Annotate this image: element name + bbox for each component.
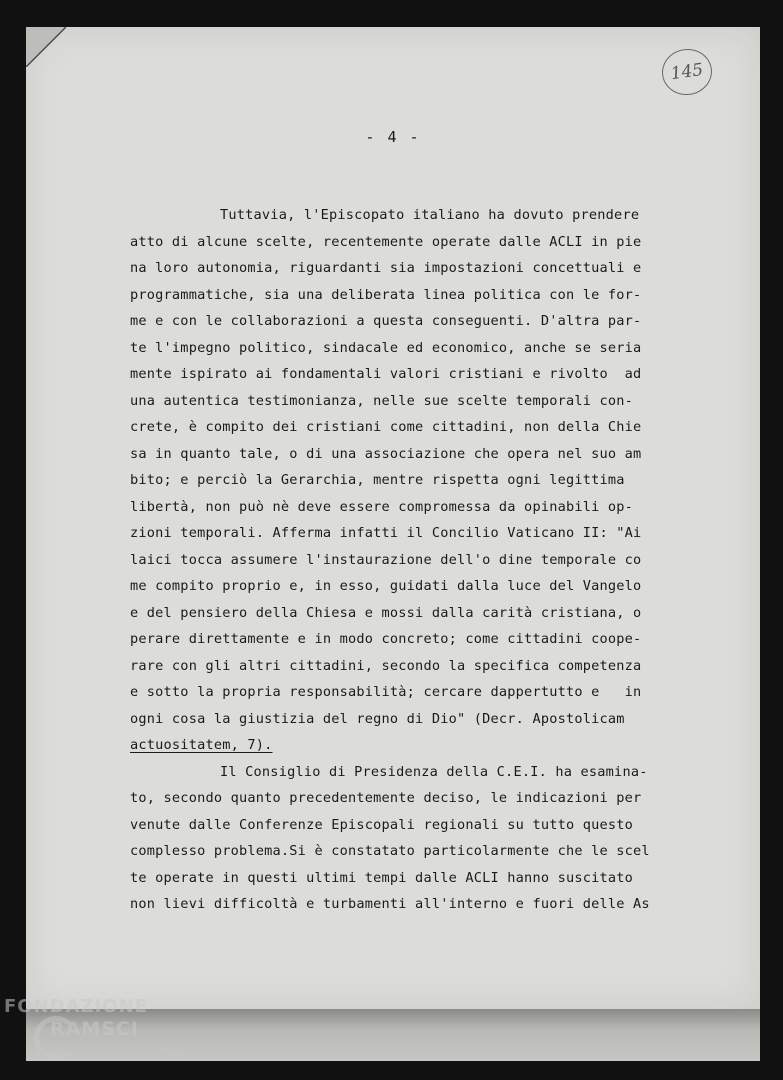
- text-line: programmatiche, sia una deliberata linea politica con le for-: [130, 286, 642, 303]
- text-line: te operate in questi ultimi tempi dalle ACLI hanno suscitato: [130, 869, 634, 886]
- text-line: crete, è compito dei cristiani come cittadini, non della Chie: [130, 419, 642, 435]
- text-line: una autentica testimonianza, nelle sue scelte temporali con-: [130, 392, 634, 409]
- text-line: to, secondo quanto precedentemente deciso, le indicazioni per: [130, 790, 642, 806]
- text-line: perare direttamente e in modo concreto; come cittadini coope-: [130, 631, 642, 647]
- text-line: laici tocca assumere l'instaurazione dell'o dine temporale co: [130, 551, 642, 568]
- text-line: e sotto la propria responsabilità; cercare dappertutto e in: [130, 684, 642, 700]
- text-line: e del pensiero della Chiesa e mossi dalla carità cristiana, o: [130, 604, 642, 621]
- text-line: na loro autonomia, riguardanti sia impostazioni concettuali e: [130, 260, 642, 276]
- text-line: ogni cosa la giustizia del regno di Dio" (Decr. Apostolicam: [130, 710, 625, 727]
- text-line: Il Consiglio di Presidenza della C.E.I. ha esamina-: [220, 763, 648, 780]
- watermark-line1: FONDAZIONE: [4, 996, 148, 1017]
- text-line: non lievi difficoltà e turbamenti all'interno e fuori delle As: [130, 896, 650, 912]
- watermark-suffix: onlus: [160, 1046, 185, 1056]
- text-line: zioni temporali. Afferma infatti il Concilio Vaticano II: "Ai: [130, 525, 642, 541]
- fondazione-gramsci-watermark: [4, 996, 204, 1076]
- text-line: rare con gli altri cittadini, secondo la specifica competenza: [130, 657, 642, 674]
- page-number: - 4 -: [365, 128, 421, 146]
- archive-number-stamp: 145: [659, 46, 715, 99]
- folded-corner: [26, 27, 66, 67]
- text-line: atto di alcune scelte, recentemente operate dalle ACLI in pie: [130, 233, 642, 250]
- text-line: venute dalle Conferenze Episcopali regionali su tutto questo: [130, 816, 634, 833]
- text-line: me e con le collaborazioni a questa conseguenti. D'altra par-: [130, 313, 642, 329]
- text-line: complesso problema.Si è constatato particolarmente che le scel: [130, 843, 650, 859]
- text-line: actuositatem, 7).: [130, 737, 273, 753]
- text-line: libertà, non può nè deve essere compromessa da opinabili op-: [130, 498, 634, 515]
- text-line: mente ispirato ai fondamentali valori cristiani e rivolto ad: [130, 366, 642, 382]
- text-line: te l'impegno politico, sindacale ed economico, anche se seria: [130, 339, 642, 356]
- typed-text-body: [130, 202, 690, 918]
- text-line: Tuttavia, l'Episcopato italiano ha dovuto prendere: [220, 207, 640, 223]
- document-page: [26, 27, 760, 1009]
- text-line: me compito proprio e, in esso, guidati dalla luce del Vangelo: [130, 578, 642, 594]
- watermark-line2: RAMSCI: [50, 1018, 139, 1040]
- text-line: bito; e perciò la Gerarchia, mentre rispetta ogni legittima: [130, 472, 625, 488]
- text-line: sa in quanto tale, o di una associazione che opera nel suo am: [130, 445, 642, 462]
